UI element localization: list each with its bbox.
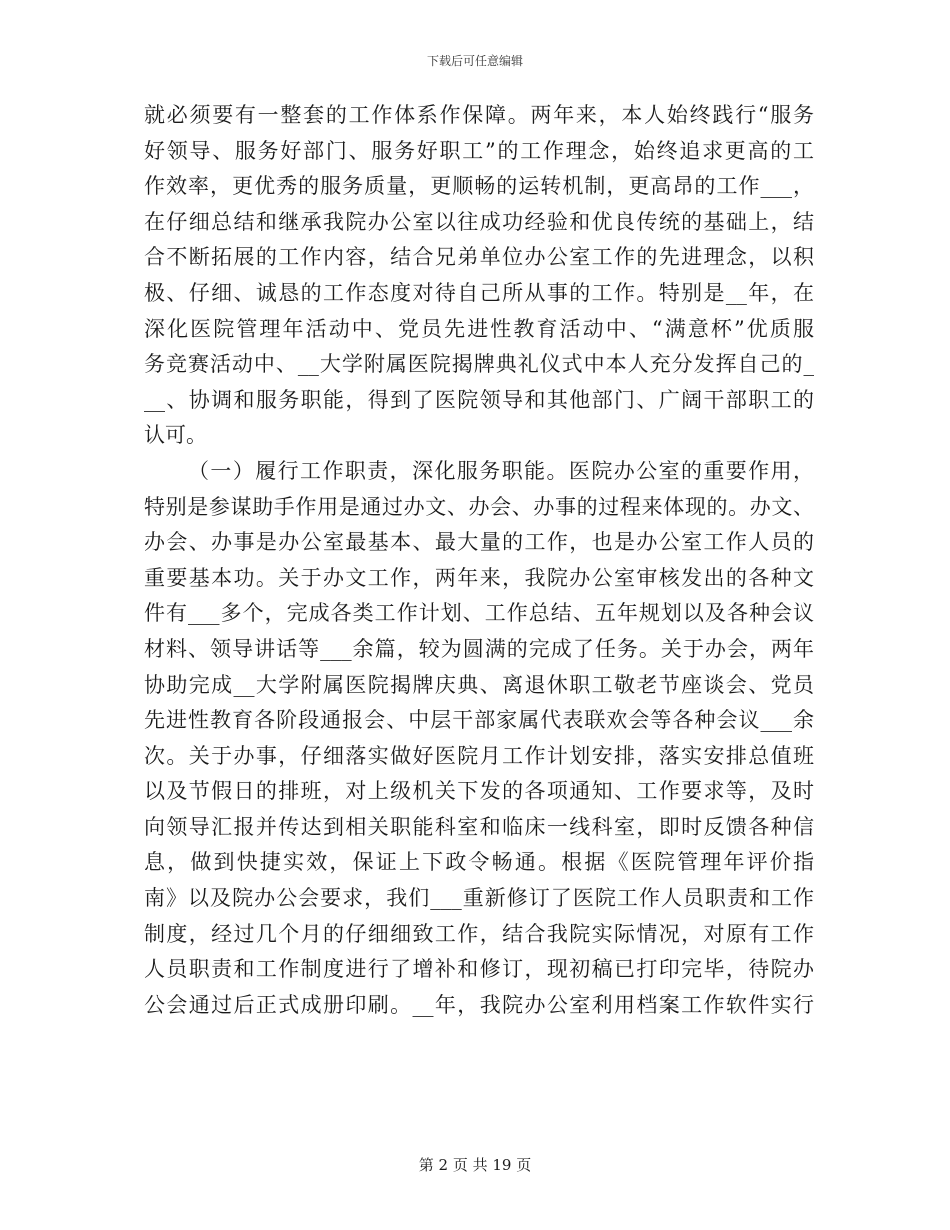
text-line: 南》以及院办公会要求，我们___重新修订了医院工作人员职责和工作 [144, 886, 814, 911]
text-line: 在仔细总结和继承我院办公室以往成功经验和优良传统的基础上，结 [144, 209, 814, 234]
text-line: 重要基本功。关于办文工作，两年来，我院办公室审核发出的各种文 [144, 565, 814, 590]
text-line: 特别是参谋助手作用是通过办文、办会、办事的过程来体现的。办文、 [144, 494, 814, 519]
text-line: 认可。 [144, 423, 207, 448]
text-line: （一）履行工作职责，深化服务职能。医院办公室的重要作用， [188, 458, 814, 483]
text-line: 就必须要有一整套的工作体系作保障。两年来，本人始终践行“服务 [144, 103, 814, 127]
text-line: 件有___多个，完成各类工作计划、工作总结、五年规划以及各种会议 [144, 601, 814, 626]
text-line: 次。关于办事，仔细落实做好医院月工作计划安排，落实安排总值班 [144, 743, 814, 768]
text-line: 人员职责和工作制度进行了增补和修订，现初稿已打印完毕，待院办 [144, 957, 814, 982]
text-line: 息，做到快捷实效，保证上下政令畅通。根据《医院管理年评价指 [144, 850, 814, 875]
text-line: __、协调和服务职能，得到了医院领导和其他部门、广阔干部职工的 [144, 387, 814, 412]
text-line: 先进性教育各阶段通报会、中层干部家属代表联欢会等各种会议___余 [144, 708, 814, 733]
text-line: 公会通过后正式成册印刷。__年，我院办公室利用档案工作软件实行 [144, 992, 814, 1017]
text-line: 务竞赛活动中、__大学附属医院揭牌典礼仪式中本人充分发挥自己的_ [144, 352, 814, 377]
page-header: 下载后可任意编辑 [426, 54, 523, 68]
text-line: 以及节假日的排班，对上级机关下发的各项通知、工作要求等，及时 [144, 779, 814, 804]
text-line: 办会、办事是办公室最基本、最大量的工作，也是办公室工作人员的 [144, 530, 814, 555]
text-line: 向领导汇报并传达到相关职能科室和临床一线科室，即时反馈各种信 [144, 814, 814, 839]
page-number: 第 2 页 共 19 页 [418, 1156, 532, 1174]
text-line: 材料、领导讲话等___余篇，较为圆满的完成了任务。关于办会，两年 [144, 636, 814, 661]
document-body [144, 98, 814, 1023]
text-line: 作效率，更优秀的服务质量，更顺畅的运转机制，更高昂的工作___， [144, 174, 814, 199]
text-line: 极、仔细、诚恳的工作态度对待自己所从事的工作。特别是__年，在 [144, 280, 814, 305]
text-line: 制度，经过几个月的仔细细致工作，结合我院实际情况，对原有工作 [144, 921, 814, 946]
paragraph-2 [144, 454, 814, 1024]
text-line: 合不断拓展的工作内容，结合兄弟单位办公室工作的先进理念，以积 [144, 245, 814, 270]
text-line: 深化医院管理年活动中、党员先进性教育活动中、“满意杯”优质服 [144, 316, 814, 341]
text-line: 好领导、服务好部门、服务好职工”的工作理念，始终追求更高的工 [144, 138, 814, 163]
paragraph-1 [144, 98, 814, 454]
text-line: 协助完成__大学附属医院揭牌庆典、离退休职工敬老节座谈会、党员 [144, 672, 814, 697]
